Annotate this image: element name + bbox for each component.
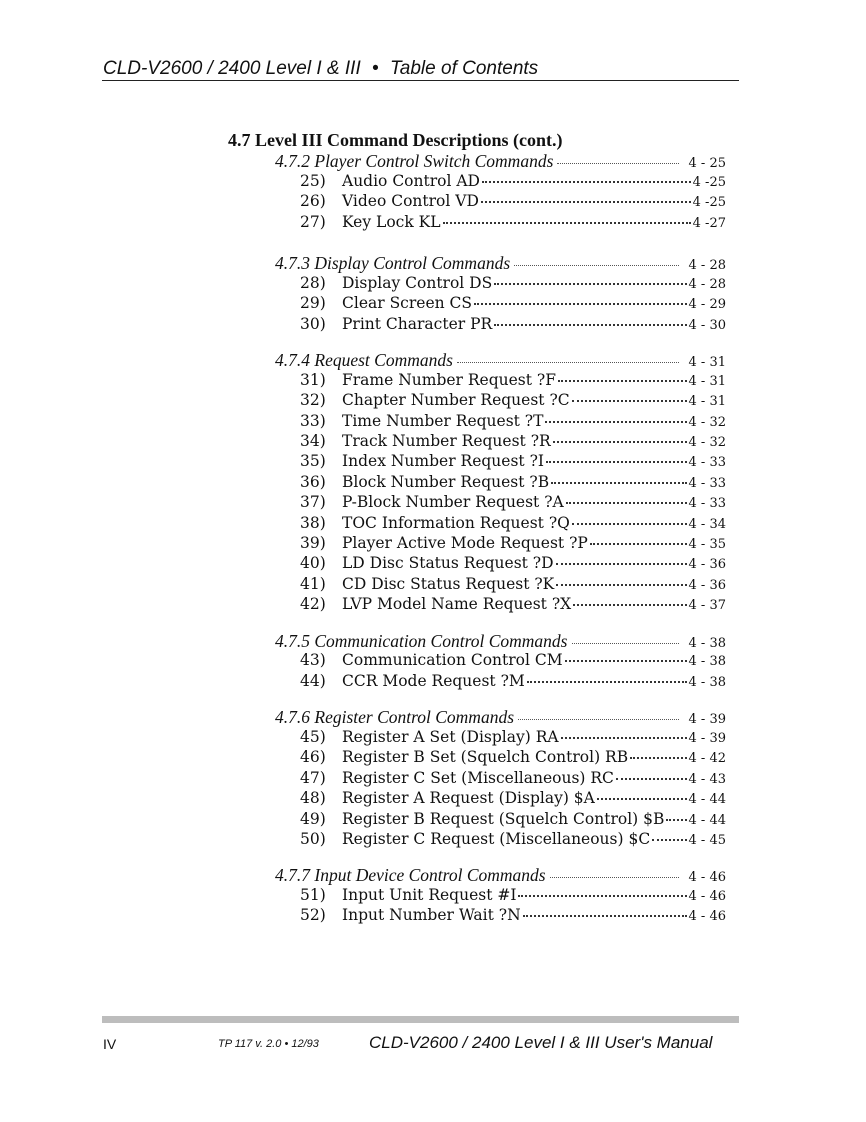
toc-entry[interactable]	[300, 789, 726, 809]
toc-page-number: 4 -25	[692, 175, 726, 190]
toc-title: Block Number Request ?B	[342, 473, 550, 491]
toc-page-number: 4 - 43	[688, 772, 726, 787]
footer-title: CLD-V2600 / 2400 Level I & III User's Manual	[369, 1033, 713, 1052]
dot-leader	[457, 362, 679, 363]
dot-leader	[652, 839, 686, 841]
toc-page-number: 4 - 44	[688, 792, 726, 807]
toc-subsection[interactable]	[275, 151, 726, 171]
toc-page-number: 4 - 32	[688, 435, 726, 450]
toc-page-number: 4 - 25	[688, 156, 726, 171]
toc-page-number: 4 - 38	[688, 654, 726, 669]
toc-title: Time Number Request ?T	[342, 412, 544, 430]
toc-page-number: 4 - 29	[688, 297, 726, 312]
toc-title: P-Block Number Request ?A	[342, 493, 564, 511]
toc-page-number: 4 - 33	[688, 496, 726, 511]
dot-leader	[590, 543, 687, 545]
dot-leader	[556, 584, 686, 586]
toc-title: 4.7.7 Input Device Control Commands	[275, 865, 546, 885]
toc-subsection[interactable]	[275, 631, 726, 651]
toc-page-number: 4 -27	[692, 216, 726, 231]
dot-leader	[597, 798, 687, 800]
toc-page-number: 4 - 34	[688, 517, 726, 532]
dot-leader	[630, 757, 686, 759]
toc-subsection[interactable]	[275, 865, 726, 885]
dot-leader	[666, 819, 686, 821]
dot-leader	[572, 400, 687, 402]
toc-entry[interactable]	[300, 412, 726, 432]
toc-entry[interactable]	[300, 294, 726, 314]
dot-leader	[561, 737, 687, 739]
dot-leader	[557, 163, 678, 164]
toc-title: CCR Mode Request ?M	[342, 672, 525, 690]
toc-entry-number: 44)	[300, 672, 326, 690]
dot-leader	[518, 719, 679, 720]
toc-title: Register A Request (Display) $A	[342, 789, 595, 807]
toc-title: Display Control DS	[342, 274, 493, 292]
dot-leader	[514, 265, 678, 266]
toc-entry-number: 33)	[300, 412, 326, 430]
running-header	[103, 58, 538, 80]
toc-title: Communication Control CM	[342, 651, 563, 669]
header-section: Table of Contents	[389, 58, 539, 79]
toc-subsection[interactable]	[275, 707, 726, 727]
toc-entry[interactable]	[300, 830, 726, 850]
toc-entry-number: 25)	[300, 172, 326, 190]
toc-entry[interactable]	[300, 473, 726, 493]
dot-leader	[494, 324, 686, 326]
toc-subsection[interactable]	[275, 253, 726, 273]
dot-leader	[566, 502, 687, 504]
toc-entry[interactable]	[300, 651, 726, 671]
toc-page-number: 4 - 38	[688, 636, 726, 651]
toc-entry[interactable]	[300, 452, 726, 472]
toc-title: Player Active Mode Request ?P	[342, 534, 588, 552]
toc-page-number: 4 - 33	[688, 455, 726, 470]
toc-page-number: 4 - 42	[688, 751, 726, 766]
toc-entry-number: 50)	[300, 830, 326, 848]
toc-page-number: 4 - 31	[688, 374, 726, 389]
toc-title: Input Unit Request #I	[342, 886, 517, 904]
dot-leader	[494, 283, 686, 285]
toc-entry[interactable]	[300, 748, 726, 768]
toc-entry-number: 32)	[300, 391, 326, 409]
toc-entry-number: 41)	[300, 575, 326, 593]
toc-page-number: 4 - 44	[688, 813, 726, 828]
toc-page-number: 4 - 28	[688, 258, 726, 273]
toc-entry[interactable]	[300, 213, 726, 233]
dot-leader	[565, 660, 687, 662]
toc-entry[interactable]	[300, 554, 726, 574]
toc-title: Audio Control AD	[342, 172, 480, 190]
toc-entry[interactable]	[300, 595, 726, 615]
dot-leader	[572, 643, 679, 644]
dot-leader	[616, 778, 687, 780]
toc-entry-number: 26)	[300, 192, 326, 210]
toc-title: Register A Set (Display) RA	[342, 728, 559, 746]
toc-title: Register B Request (Squelch Control) $B	[342, 810, 665, 828]
toc-page-number: 4 - 36	[688, 578, 726, 593]
header-rule	[102, 80, 739, 81]
toc-page-number: 4 - 33	[688, 476, 726, 491]
section-title: 4.7 Level III Command Descriptions (cont.)	[228, 130, 563, 150]
dot-leader	[546, 461, 687, 463]
dot-leader	[556, 563, 687, 565]
toc-page-number: 4 - 31	[688, 394, 726, 409]
toc-title: Print Character PR	[342, 315, 493, 333]
toc-entry-number: 39)	[300, 534, 326, 552]
toc-title: Clear Screen CS	[342, 294, 473, 312]
toc-entry[interactable]	[300, 810, 726, 830]
dot-leader	[545, 421, 686, 423]
toc-page-number: 4 - 36	[688, 557, 726, 572]
toc-title: Index Number Request ?I	[342, 452, 545, 470]
toc-title: Register C Set (Miscellaneous) RC	[342, 769, 614, 787]
footer-meta: TP 117 v. 2.0 • 12/93	[218, 1038, 319, 1050]
toc-entry-number: 27)	[300, 213, 326, 231]
toc-page-number: 4 - 37	[688, 598, 726, 613]
toc-entry-number: 38)	[300, 514, 326, 532]
toc-entry-number: 49)	[300, 810, 326, 828]
toc-title: LD Disc Status Request ?D	[342, 554, 554, 572]
header-level: Level I & III	[265, 58, 361, 79]
toc-entry[interactable]	[300, 575, 726, 595]
toc-subsection[interactable]	[275, 350, 726, 370]
toc-entry[interactable]	[300, 432, 726, 452]
toc-entry[interactable]	[300, 534, 726, 554]
header-bullet: •	[372, 58, 379, 79]
toc-title: TOC Information Request ?Q	[342, 514, 570, 532]
dot-leader	[527, 681, 687, 683]
toc-title: CD Disc Status Request ?K	[342, 575, 555, 593]
toc-entry-number: 47)	[300, 769, 326, 787]
toc-title: Video Control VD	[342, 192, 479, 210]
toc-entry-number: 29)	[300, 294, 326, 312]
toc-entry[interactable]	[300, 315, 726, 335]
toc-entry[interactable]	[300, 192, 726, 212]
toc-entry-number: 43)	[300, 651, 326, 669]
header-model: CLD-V2600 / 2400	[103, 58, 261, 79]
dot-leader	[558, 380, 687, 382]
toc-entry-number: 28)	[300, 274, 326, 292]
toc-title: Chapter Number Request ?C	[342, 391, 570, 409]
toc-entry-number: 34)	[300, 432, 326, 450]
toc-page-number: 4 - 35	[688, 537, 726, 552]
toc-entry[interactable]	[300, 371, 726, 391]
toc-title: 4.7.3 Display Control Commands	[275, 253, 511, 273]
toc-page-number: 4 - 46	[688, 870, 726, 885]
toc-entry[interactable]	[300, 886, 726, 906]
dot-leader	[482, 181, 691, 183]
toc-page-number: 4 - 46	[688, 889, 726, 904]
toc-title: Register C Request (Miscellaneous) $C	[342, 830, 651, 848]
dot-leader	[523, 915, 687, 917]
toc-entry-number: 36)	[300, 473, 326, 491]
toc-entry-number: 31)	[300, 371, 326, 389]
toc-page-number: 4 - 39	[688, 731, 726, 746]
toc-entry-number: 40)	[300, 554, 326, 572]
toc-entry-number: 52)	[300, 906, 326, 924]
dot-leader	[573, 604, 686, 606]
toc-page-number: 4 - 39	[688, 712, 726, 727]
dot-leader	[443, 222, 691, 224]
toc-page-number: 4 - 30	[688, 318, 726, 333]
toc-page-number: 4 - 28	[688, 277, 726, 292]
toc-title: Register B Set (Squelch Control) RB	[342, 748, 629, 766]
dot-leader	[474, 303, 687, 305]
toc-title: 4.7.6 Register Control Commands	[275, 707, 515, 727]
toc-entry-number: 46)	[300, 748, 326, 766]
toc-entry[interactable]	[300, 728, 726, 748]
toc-entry-number: 30)	[300, 315, 326, 333]
toc-entry[interactable]	[300, 672, 726, 692]
toc-page-number: 4 - 38	[688, 675, 726, 690]
toc-page-number: 4 - 32	[688, 415, 726, 430]
toc-title: Input Number Wait ?N	[342, 906, 521, 924]
dot-leader	[481, 201, 691, 203]
toc-title: LVP Model Name Request ?X	[342, 595, 572, 613]
toc-entry-number: 51)	[300, 886, 326, 904]
toc-title: 4.7.2 Player Control Switch Commands	[275, 151, 554, 171]
toc-title: 4.7.4 Request Commands	[275, 350, 453, 370]
toc-entry-number: 35)	[300, 452, 326, 470]
toc-entry-number: 45)	[300, 728, 326, 746]
toc-entry[interactable]	[300, 493, 726, 513]
toc-entry[interactable]	[300, 769, 726, 789]
toc-entry[interactable]	[300, 274, 726, 294]
toc-page-number: 4 - 46	[688, 909, 726, 924]
toc-page-number: 4 -25	[692, 195, 726, 210]
toc-entry-number: 42)	[300, 595, 326, 613]
toc-page-number: 4 - 45	[688, 833, 726, 848]
toc-title: Track Number Request ?R	[342, 432, 551, 450]
dot-leader	[572, 523, 687, 525]
toc-entry[interactable]	[300, 906, 726, 926]
toc-title: 4.7.5 Communication Control Commands	[275, 631, 568, 651]
toc-entry[interactable]	[300, 172, 726, 192]
footer-page-number: IV	[103, 1036, 117, 1052]
dot-leader	[551, 482, 686, 484]
toc-entry-number: 48)	[300, 789, 326, 807]
dot-leader	[518, 895, 686, 897]
toc-entry[interactable]	[300, 391, 726, 411]
toc-title: Key Lock KL	[342, 213, 441, 231]
toc-entry-number: 37)	[300, 493, 326, 511]
toc-entry[interactable]	[300, 514, 726, 534]
footer-bar	[102, 1016, 739, 1023]
toc-page-number: 4 - 31	[688, 355, 726, 370]
dot-leader	[553, 441, 687, 443]
dot-leader	[550, 877, 679, 878]
toc-title: Frame Number Request ?F	[342, 371, 556, 389]
